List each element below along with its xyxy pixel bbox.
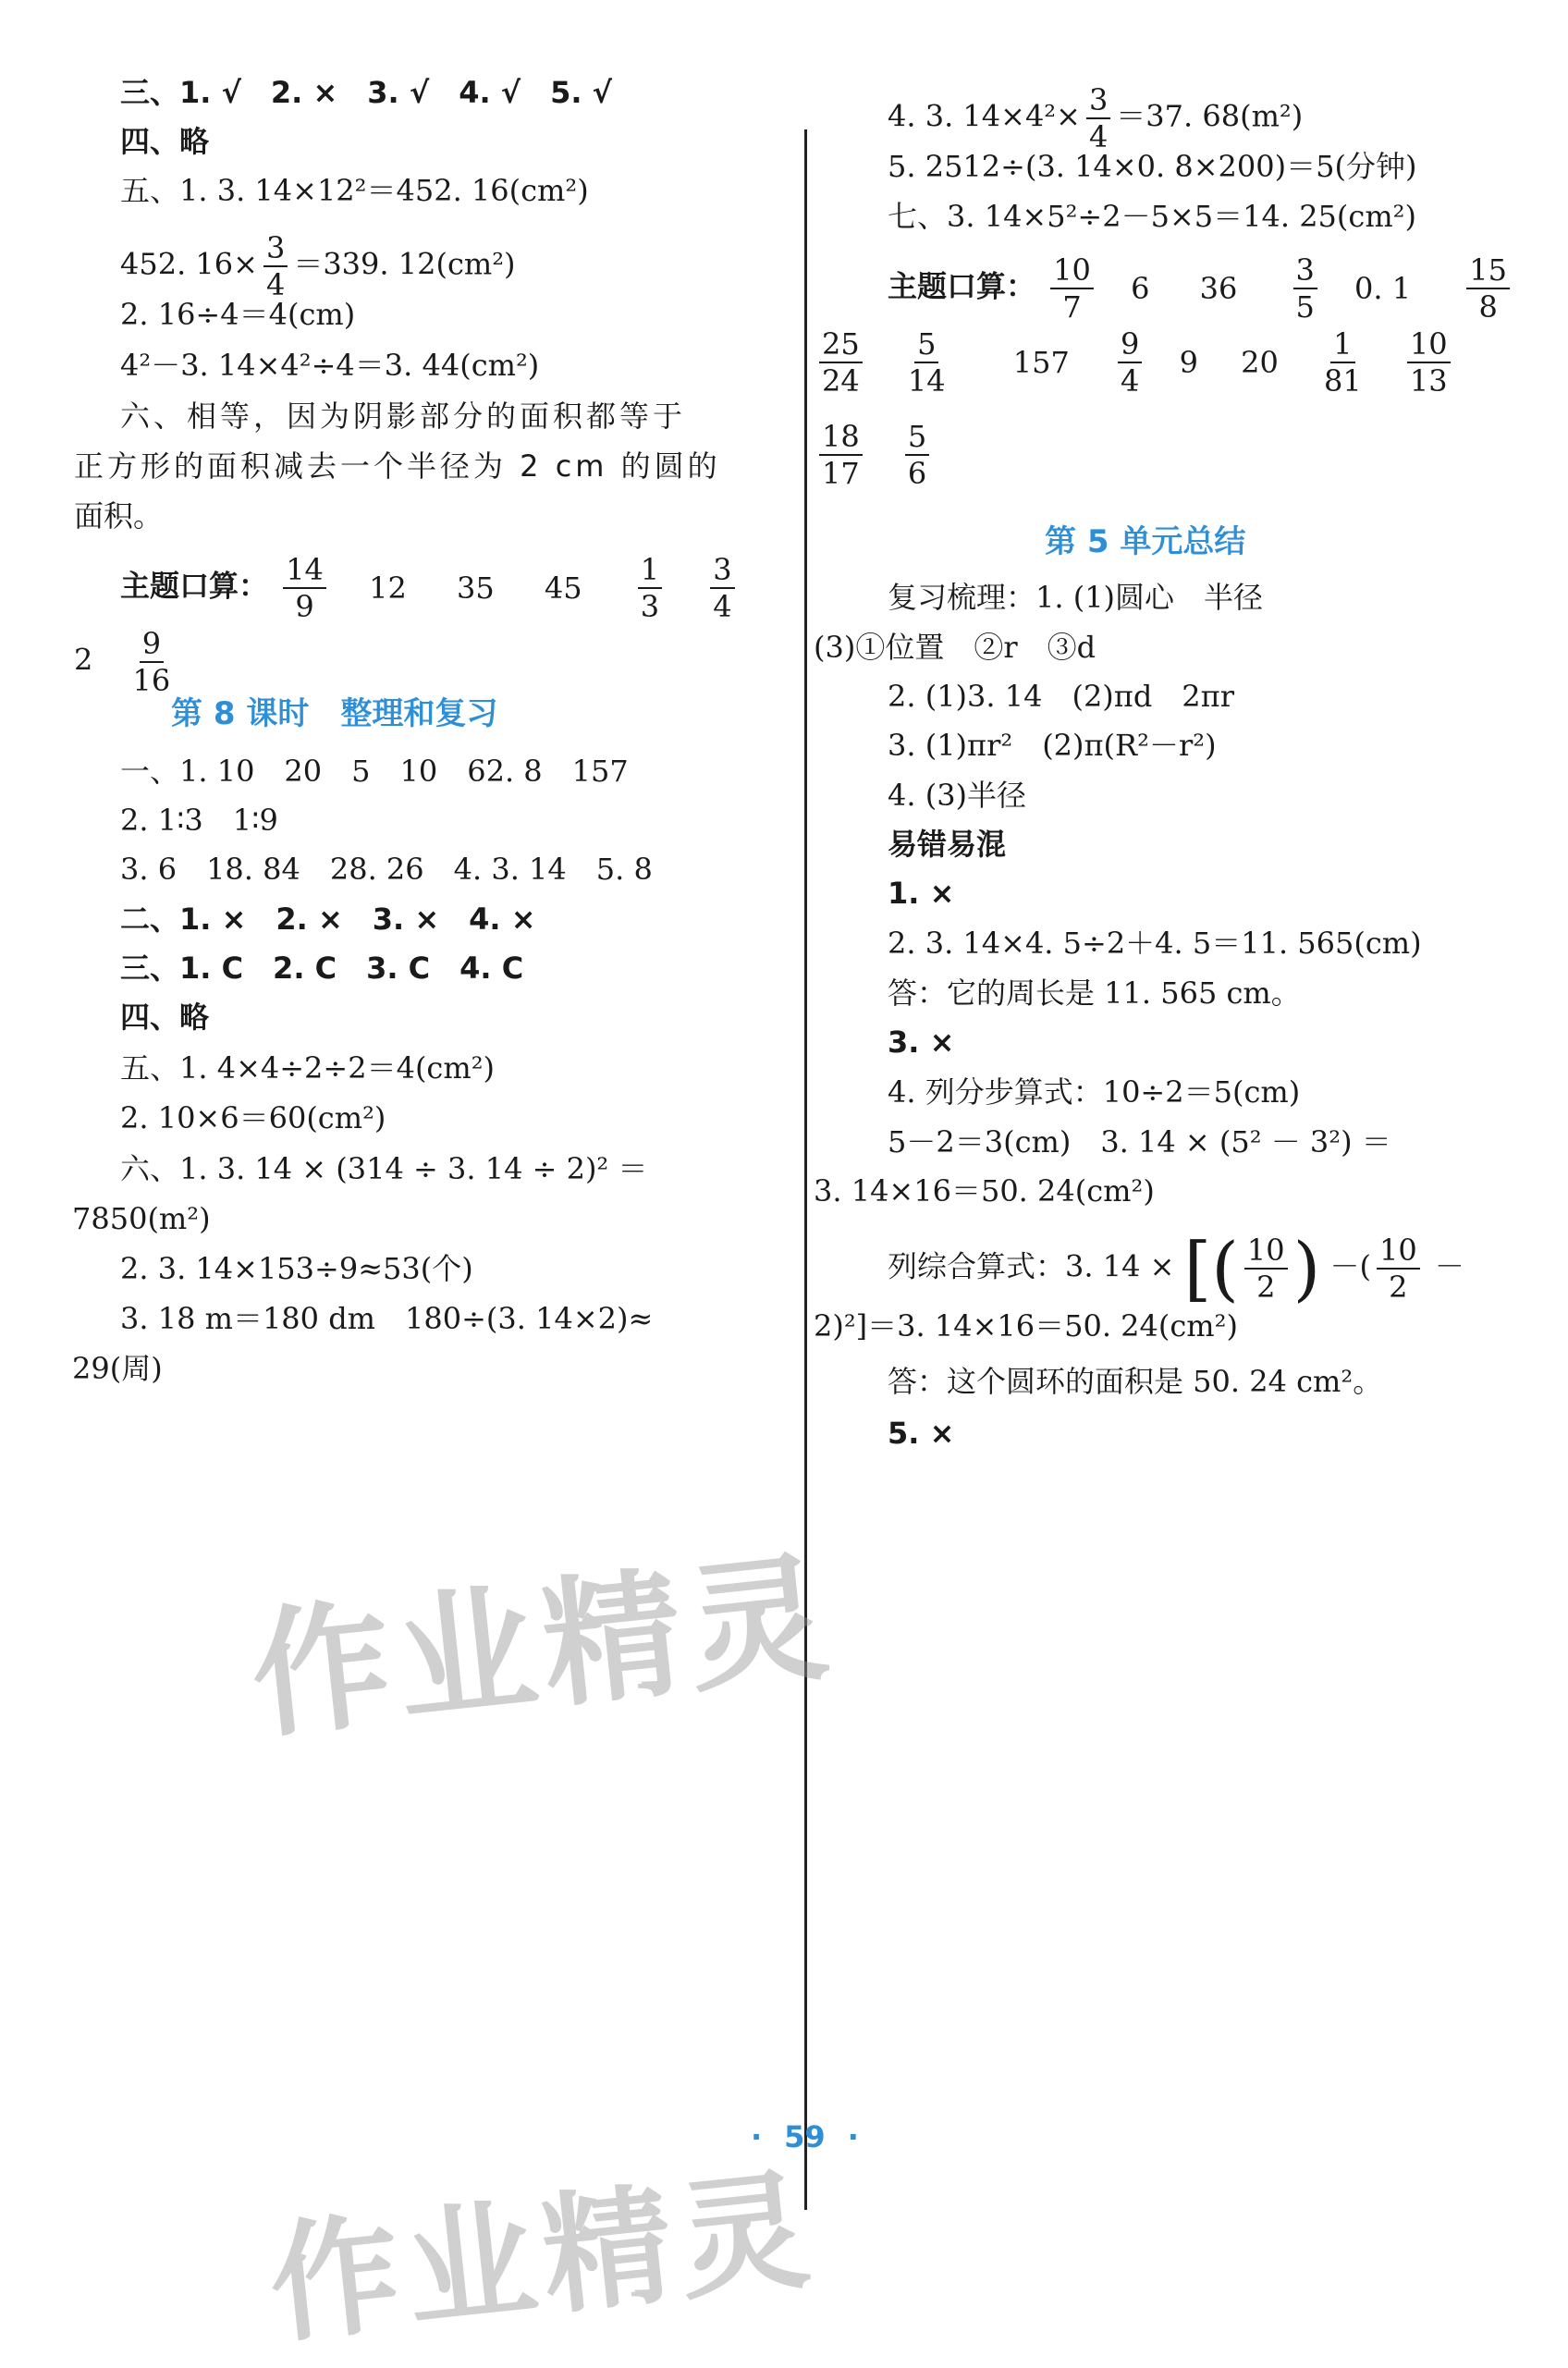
- answer-line: (3)①位置 ②r ③d: [814, 630, 1096, 665]
- answer-line: 复习梳理：1. (1)圆心 半径: [888, 580, 1264, 615]
- watermark: 作业精灵: [263, 2154, 824, 2362]
- answer-line: 五、1. 4×4÷2÷2＝4(cm²): [120, 1050, 496, 1086]
- answer-line: 2. 1∶3 1∶9: [120, 803, 278, 838]
- answer-line: 五、1. 3. 14×12²＝452. 16(cm²): [120, 173, 589, 208]
- fraction: $\frac{3}{4}$: [710, 555, 734, 621]
- page-number: · 59 ·: [751, 2119, 859, 2154]
- answer-line: 1. ×: [888, 876, 955, 911]
- answer-line: 4²－3. 14×4²÷4＝3. 44(cm²): [120, 348, 540, 383]
- fraction: $\frac{25}{24}$: [819, 329, 863, 396]
- answer-line: 答：它的周长是 11. 565 cm。: [888, 975, 1301, 1011]
- answer-line: 2. (1)3. 14 (2)πd 2πr: [888, 679, 1234, 714]
- answer-line: 七、3. 14×5²÷2－5×5＝14. 25(cm²): [888, 199, 1416, 234]
- answer-line: 3. 14×16＝50. 24(cm²): [814, 1173, 1155, 1209]
- answer-line: 三、1. C 2. C 3. C 4. C: [120, 951, 524, 986]
- answer-line: 二、1. × 2. × 3. × 4. ×: [120, 902, 536, 937]
- fraction: $\frac{10}{13}$: [1407, 329, 1451, 396]
- subheading: 易错易混: [888, 827, 1007, 862]
- fraction: $\frac{15}{8}$: [1466, 255, 1510, 322]
- answer-line: 六、1. 3. 14 × (314 ÷ 3. 14 ÷ 2)² ＝: [120, 1151, 648, 1186]
- answer-line: 5. ×: [888, 1416, 955, 1451]
- answer-line: 2)²]＝3. 14×16＝50. 24(cm²): [814, 1308, 1238, 1344]
- answer-line: 5－2＝3(cm) 3. 14 × (5² － 3²) ＝: [888, 1124, 1391, 1159]
- fraction: $\frac{14}{9}$: [283, 555, 326, 621]
- answer-line: 列综合算式：3. 14 × [( $\frac{10}{2}$ ) －( $\frac{10}{2}$ －: [888, 1227, 1464, 1309]
- answer-line: 答：这个圆环的面积是 50. 24 cm²。: [888, 1364, 1383, 1399]
- answer-line: 4. 列分步算式：10÷2＝5(cm): [888, 1074, 1301, 1110]
- fraction: $\frac{3}{5}$: [1293, 255, 1317, 322]
- mental-math-line: 主题口算： $\frac{10}{7}$ 6 36 $\frac{3}{5}$ 0. 1 $\frac{15}{8}$: [888, 255, 1515, 322]
- answer-line: 四、略: [120, 124, 210, 159]
- fraction: $\frac{5}{14}$: [907, 326, 946, 399]
- column-divider: [804, 129, 807, 2210]
- answer-line: 面积。: [74, 498, 164, 534]
- answer-line: 2. 16÷4＝4(cm): [120, 297, 356, 332]
- fraction: $\frac{1}{81}$: [1323, 326, 1362, 399]
- answer-line: 3. 18 m＝180 dm 180÷(3. 14×2)≈: [120, 1301, 654, 1336]
- fraction: $\frac{10}{2}$: [1244, 1235, 1288, 1302]
- answer-line: 一、1. 10 20 5 10 62. 8 157: [120, 754, 629, 789]
- answer-line: 三、1. √ 2. × 3. √ 4. √ 5. √: [120, 75, 613, 110]
- mental-math-line: 2 $\frac{9}{16}$: [74, 629, 178, 695]
- fraction: $\frac{3}{4}$: [263, 233, 288, 300]
- fraction: $\frac{10}{7}$: [1050, 255, 1094, 322]
- answer-line: 2. 10×6＝60(cm²): [120, 1100, 386, 1135]
- mental-math-line: [814, 419, 935, 491]
- section-title: 第 8 课时 整理和复习: [171, 695, 498, 732]
- answer-line: 2. 3. 14×153÷9≈53(个): [120, 1251, 473, 1286]
- answer-line: 3. ×: [888, 1024, 955, 1060]
- fraction: $\frac{10}{2}$: [1377, 1235, 1420, 1302]
- mental-math-line: $\frac{25}{24}$ $\frac{5}{14}$ 157 $\frac{9}{4}$ 9 20 $\frac{1}{81}$ $\frac{10}{13}$: [814, 329, 1456, 396]
- answer-line: 452. 16× $\frac{3}{4}$ ＝339. 12(cm²): [120, 230, 516, 302]
- fraction: $\frac{3}{4}$: [1086, 85, 1110, 152]
- answer-line: 4. (3)半径: [888, 778, 1027, 813]
- answer-line: 正方形的面积减去一个半径为 2 cm 的圆的: [74, 448, 721, 484]
- answer-line: 四、略: [120, 1000, 210, 1035]
- answer-line: 六、相等，因为阴影部分的面积都等于: [120, 399, 687, 434]
- fraction: $\frac{1}{3}$: [638, 555, 662, 621]
- answer-line: 29(周): [72, 1351, 163, 1386]
- answer-line: 5. 2512÷(3. 14×0. 8×200)＝5(分钟): [888, 149, 1417, 184]
- fraction: $\frac{9}{4}$: [1118, 329, 1142, 396]
- section-title: 第 5 单元总结: [1045, 523, 1246, 560]
- answer-line: 3. 6 18. 84 28. 26 4. 3. 14 5. 8: [120, 852, 653, 887]
- fraction: $\frac{9}{16}$: [132, 626, 171, 698]
- fraction: $\frac{5}{6}$: [905, 422, 929, 488]
- fraction: $\frac{18}{17}$: [819, 422, 863, 488]
- watermark: 作业精灵: [244, 1537, 842, 1759]
- mental-math-line: 主题口算： $\frac{14}{9}$ 12 35 45 $\frac{1}{3}$ $\frac{3}{4}$: [120, 555, 741, 621]
- answer-line: 4. 3. 14×4²× $\frac{3}{4}$ ＝37. 68(m²): [888, 82, 1304, 154]
- answer-line: 3. (1)πr² (2)π(R²－r²): [888, 728, 1217, 763]
- answer-line: 2. 3. 14×4. 5÷2＋4. 5＝11. 565(cm): [888, 926, 1422, 961]
- answer-line: 7850(m²): [72, 1201, 211, 1236]
